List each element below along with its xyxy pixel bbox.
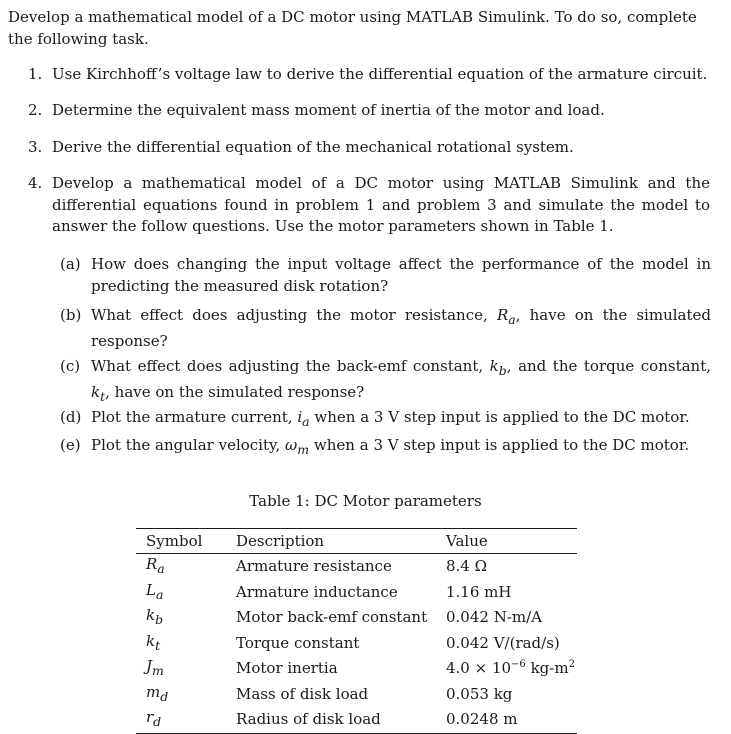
subtask-label: (d) xyxy=(60,408,82,426)
symbol-ra: $R_a$ xyxy=(496,306,516,327)
task-number: 1. xyxy=(28,65,43,83)
cell-value: $4.0 \times 10^{-6}$ $kg-m^2$ xyxy=(446,659,575,677)
cell-value: 0.042 N-m/A xyxy=(446,608,543,626)
subtask-label: (e) xyxy=(60,436,81,454)
cell-description: Torque constant xyxy=(236,633,360,652)
motor-parameters-table xyxy=(136,528,577,734)
cell-symbol: $m_d$ xyxy=(146,682,169,704)
table-row xyxy=(136,605,577,631)
subtask-text: What effect does adjusting the back-emf constant, $k_b$, and the torque constant, $k_t$, have on the simulated response? xyxy=(91,357,711,404)
table-row xyxy=(136,656,577,682)
subtask-label: (c) xyxy=(60,357,81,375)
subtask-text: How does changing the input voltage affect the performance of the model in predicting the measured disk rotation? xyxy=(91,255,711,295)
cell-symbol: $k_t$ xyxy=(146,631,161,653)
cell-description: Mass of disk load xyxy=(236,684,369,703)
header-value: Value xyxy=(446,529,577,554)
cell-description: Radius of disk load xyxy=(236,707,446,733)
cell-description: Armature inductance xyxy=(236,582,398,601)
task-number: 3. xyxy=(28,138,43,156)
cell-description: Armature resistance xyxy=(236,557,392,575)
cell-symbol: $J_m$ xyxy=(146,657,164,678)
task-number: 4. xyxy=(28,174,43,192)
cell-value: 1.16 mH xyxy=(446,582,512,601)
cell-value: 0.053 kg xyxy=(446,684,513,703)
symbol-wm: $\omega_m$ xyxy=(285,436,310,457)
cell-description: Motor inertia xyxy=(236,659,338,677)
task-text: Derive the differential equation of the mechanical rotational system. xyxy=(52,138,574,156)
header-description: Description xyxy=(236,529,446,554)
subtask-text: Plot the angular velocity, $\omega_m$ when a 3 V step input is applied to the DC motor. xyxy=(91,436,690,457)
cell-description: Motor back-emf constant xyxy=(236,608,428,626)
task-text: Develop a mathematical model of a DC motor using MATLAB Simulink and the differential equations found in problem 1 and problem 3 and simulate the model to answer the follow questions. Use the motor parameters shown in Table 1. xyxy=(52,174,710,235)
subtask-text: Plot the armature current, $i_a$ when a 3 V step input is applied to the DC motor. xyxy=(91,408,690,429)
table-header-row xyxy=(136,529,577,554)
header-symbol: Symbol xyxy=(136,529,236,554)
intro-paragraph: Develop a mathematical model of a DC motor using MATLAB Simulink. To do so, complete the following task. xyxy=(8,8,697,48)
table-row xyxy=(136,631,577,657)
subtask-label: (b) xyxy=(60,306,82,324)
cell-symbol: $L_a$ xyxy=(146,580,164,602)
cell-value: 0.0248 m xyxy=(446,707,577,733)
task-number: 2. xyxy=(28,101,43,119)
subtask-text: What effect does adjusting the motor resistance, $R_a$, have on the simulated response? xyxy=(91,306,711,350)
task-text: Use Kirchhoff’s voltage law to derive the differential equation of the armature circuit. xyxy=(52,65,708,83)
table-row xyxy=(136,580,577,606)
cell-symbol: $r_d$ xyxy=(136,707,236,733)
table-row xyxy=(136,707,577,733)
table-row xyxy=(136,682,577,708)
symbol-ia: $i_a$ xyxy=(297,408,310,429)
cell-symbol: $k_b$ xyxy=(146,606,164,627)
cell-symbol: $R_a$ xyxy=(146,555,165,576)
table-caption: Table 1: DC Motor parameters xyxy=(249,492,482,510)
cell-value: 8.4 Ω xyxy=(446,557,488,575)
subtask-label: (a) xyxy=(60,255,81,273)
task-text: Determine the equivalent mass moment of inertia of the motor and load. xyxy=(52,101,605,119)
table-row xyxy=(136,554,577,580)
cell-value: 0.042 V/(rad/s) xyxy=(446,633,560,652)
symbol-kb: $k_b$ xyxy=(489,357,507,378)
symbol-kt: $k_t$ xyxy=(91,382,106,404)
